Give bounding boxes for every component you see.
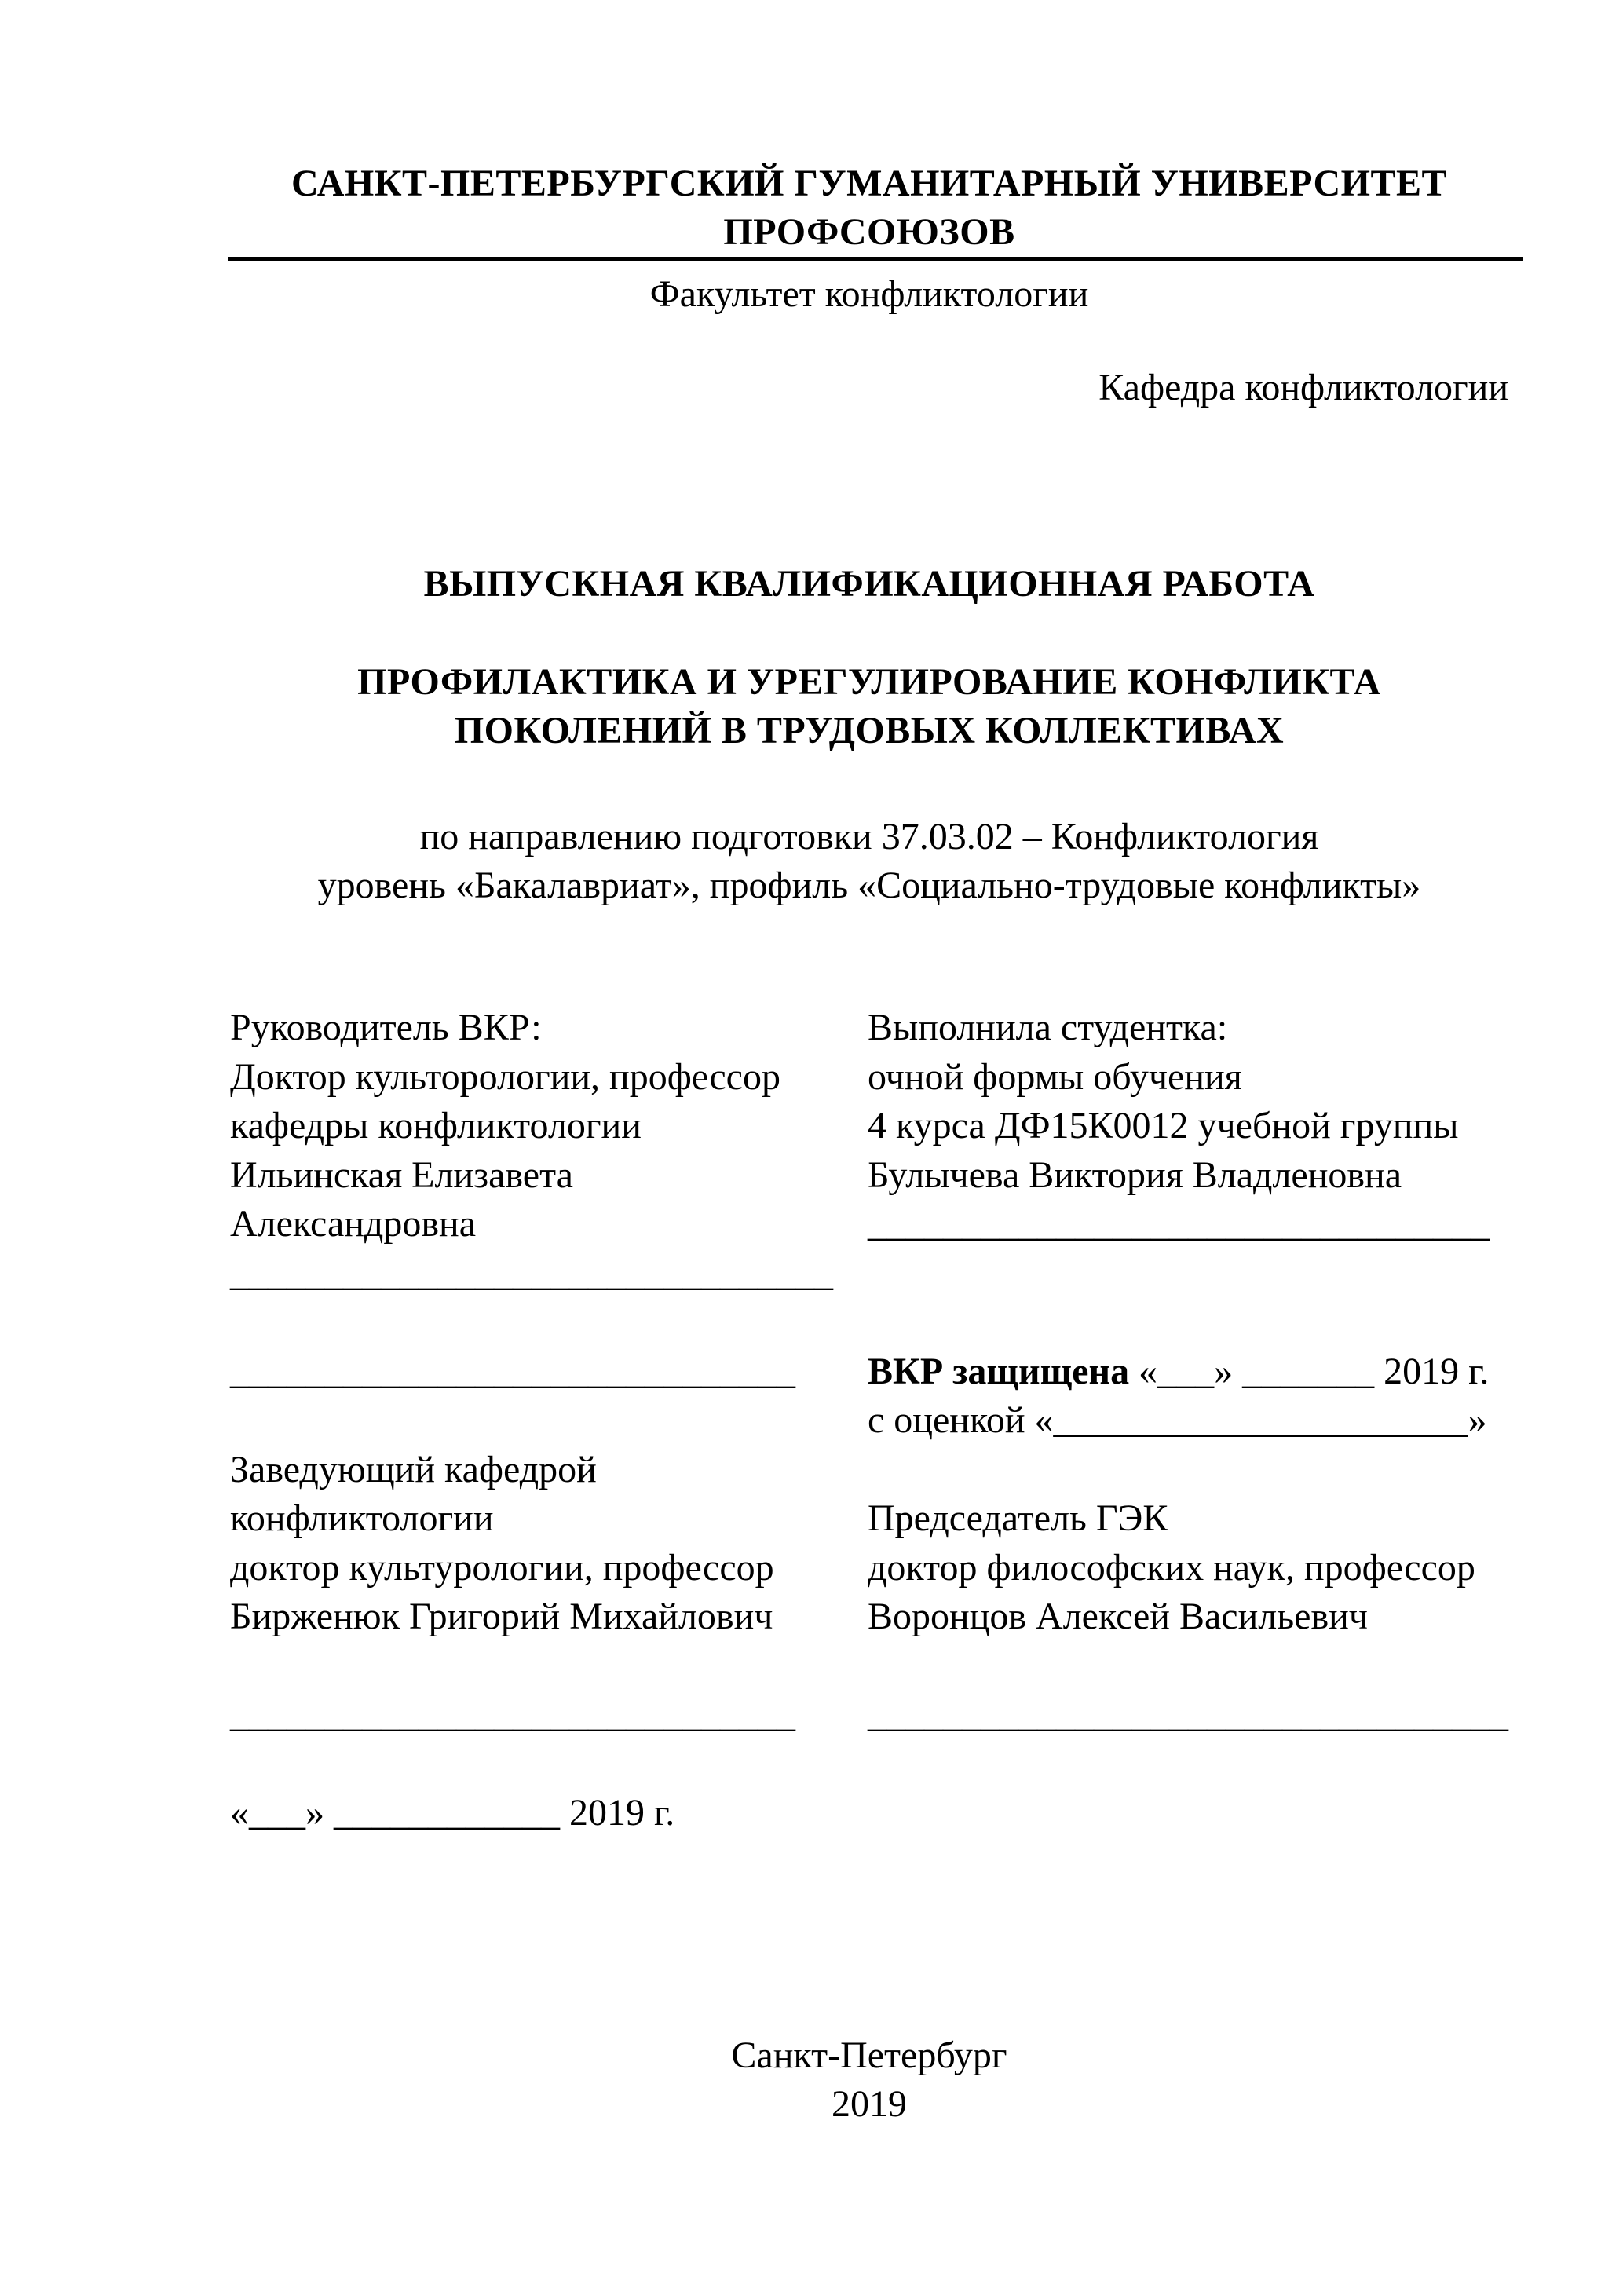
faculty-name: Факультет конфликтологии [649, 273, 1089, 315]
supervisor-department: кафедры конфликтологии [230, 1105, 642, 1146]
defense-status-line [868, 1347, 1508, 1397]
head-title-line2: конфликтологии [230, 1497, 494, 1539]
defense-status-bold: ВКР защищена [868, 1350, 1130, 1392]
head-name: Бирженюк Григорий Михайлович [230, 1596, 773, 1637]
chairman-degree: доктор философских наук, профессор [868, 1546, 1475, 1589]
student-signature-line: _________________________________ [868, 1203, 1490, 1245]
student-label: Выполнила студентка: [868, 1007, 1228, 1048]
blank-line [230, 1642, 831, 1691]
chairman-name: Воронцов Алексей Васильевич [868, 1596, 1368, 1637]
head-degree: доктор культурологии, профессор [230, 1546, 774, 1589]
level-profile-line: уровень «Бакалавриат», профиль «Социально-трудовые конфликты» [317, 865, 1421, 906]
supervisor-name-line1: Ильинская Елизавета [230, 1153, 573, 1196]
supervisor-signature-line: ________________________________ [230, 1252, 833, 1294]
header-divider-rule [228, 257, 1523, 261]
signature-section [230, 1004, 1508, 1838]
blank-line [868, 1249, 1508, 1299]
chairman-signature-line: __________________________________ [868, 1694, 1508, 1735]
thesis-title [230, 658, 1508, 755]
thesis-title-line2: ПОКОЛЕНИЙ В ТРУДОВЫХ КОЛЛЕКТИВАХ [454, 710, 1285, 751]
work-type-heading: ВЫПУСКНАЯ КВАЛИФИКАЦИОННАЯ РАБОТА [423, 563, 1315, 605]
student-column [868, 1004, 1508, 1838]
head-signature-line: ______________________________ [230, 1694, 795, 1735]
supervisor-label: Руководитель ВКР: [230, 1007, 542, 1048]
city-name: Санкт-Петербург [731, 2035, 1007, 2076]
student-form: очной формы обучения [868, 1055, 1242, 1098]
thesis-title-line1: ПРОФИЛАКТИКА И УРЕГУЛИРОВАНИЕ КОНФЛИКТА [357, 661, 1381, 703]
head-title-line1: Заведующий кафедрой [230, 1448, 597, 1490]
head-date-line: «___» ____________ 2019 г. [230, 1792, 675, 1834]
university-name-line2: ПРОФСОЮЗОВ [723, 211, 1015, 253]
imprint-block [230, 2031, 1508, 2129]
supervisor-name-line2: Александровна [230, 1203, 477, 1245]
defense-grade-line: с оценкой «______________________» [868, 1399, 1487, 1441]
chairman-label: Председатель ГЭК [868, 1497, 1168, 1539]
defense-status-rest: «___» _______ 2019 г. [1129, 1350, 1490, 1392]
supervisor-column [230, 1004, 831, 1838]
blank-line [230, 1396, 831, 1446]
year: 2019 [832, 2083, 907, 2125]
blank-line [868, 1298, 1508, 1347]
student-group: 4 курса ДФ15К0012 учебной группы [868, 1105, 1459, 1146]
direction-line: по направлению подготовки 37.03.02 – Конфликтология [419, 816, 1319, 857]
blank-line [868, 1642, 1508, 1691]
university-header [230, 159, 1508, 257]
supervisor-signature-line-2: ______________________________ [230, 1350, 795, 1392]
department-name: Кафедра конфликтологии [1098, 367, 1508, 408]
program-info [230, 813, 1508, 910]
blank-line [230, 1298, 831, 1347]
blank-line [868, 1446, 1508, 1495]
university-name-line1: САНКТ-ПЕТЕРБУРГСКИЙ ГУМАНИТАРНЫЙ УНИВЕРСИТЕТ [291, 163, 1448, 204]
student-name: Булычева Виктория Владленовна [868, 1153, 1402, 1196]
supervisor-degree: Доктор культорологии, профессор [230, 1055, 780, 1098]
blank-line [230, 1740, 831, 1790]
